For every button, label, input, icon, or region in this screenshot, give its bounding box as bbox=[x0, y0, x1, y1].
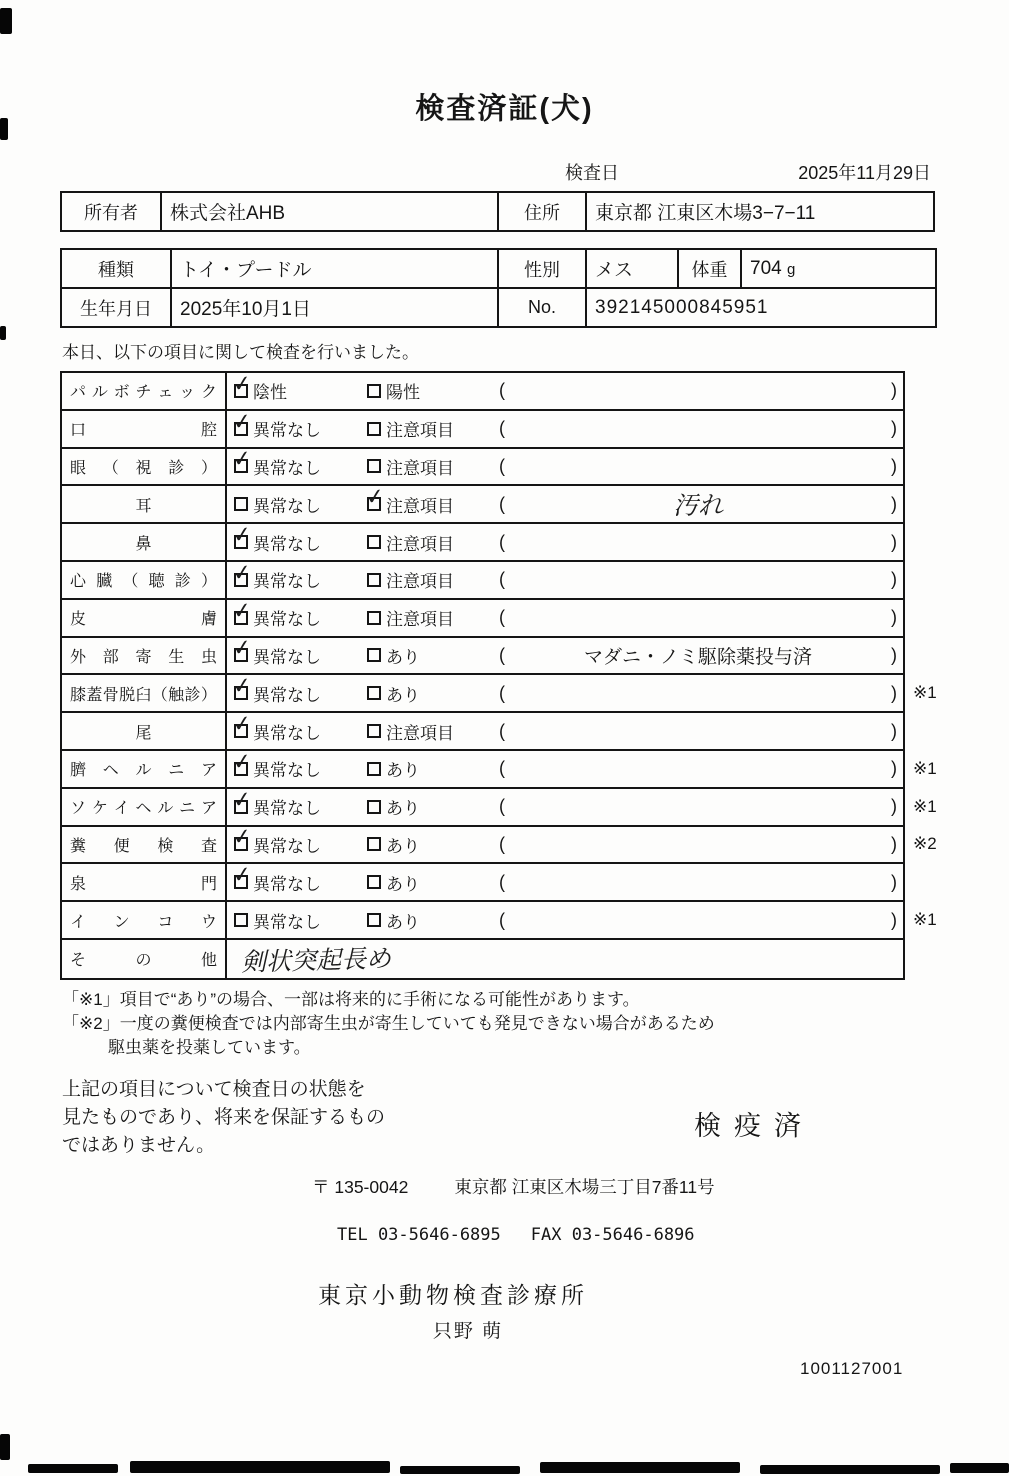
open-paren-icon: ( bbox=[499, 569, 505, 590]
exam-item-label: そ の 他 bbox=[62, 940, 227, 978]
disclaimer-row bbox=[62, 1076, 1009, 1160]
exam-option-1-label: 異常なし bbox=[253, 610, 321, 630]
footnote-mark: ※1 bbox=[913, 796, 937, 816]
checkbox-icon bbox=[367, 724, 381, 738]
exam-note-text: 汚れ bbox=[672, 491, 723, 521]
exam-option-2-label: あり bbox=[386, 761, 420, 781]
close-paren-icon: ) bbox=[891, 909, 897, 930]
checkbox-icon bbox=[367, 837, 381, 851]
exam-option-1-label: 異常なし bbox=[253, 421, 321, 441]
no-label: No. bbox=[498, 288, 586, 327]
exam-option-1 bbox=[227, 748, 365, 781]
exam-item-label: 外 部 寄 生 虫 bbox=[62, 638, 227, 674]
exam-option-1 bbox=[227, 559, 365, 592]
weight-label: 体重 bbox=[678, 249, 741, 288]
exam-option-1-label: 異常なし bbox=[253, 874, 321, 894]
exam-option-2 bbox=[365, 719, 493, 744]
close-paren-icon: ) bbox=[891, 796, 897, 817]
exam-option-2-label: 注意項目 bbox=[386, 610, 454, 630]
checkbox-icon bbox=[231, 446, 253, 474]
checkbox-icon bbox=[367, 762, 381, 776]
exam-note bbox=[493, 721, 903, 742]
exam-item-label: 尾 bbox=[62, 713, 227, 749]
footnote-mark: ※1 bbox=[913, 683, 937, 703]
close-paren-icon: ) bbox=[891, 758, 897, 779]
checkbox-icon bbox=[367, 875, 381, 889]
address-value: 東京都 江東区木場3−7−11 bbox=[586, 192, 934, 231]
scan-artifact bbox=[400, 1466, 520, 1474]
inspection-date-label: 検査日 bbox=[565, 163, 619, 183]
veterinarian-name: 只野 萌 bbox=[432, 1320, 504, 1342]
exam-row bbox=[62, 713, 903, 751]
exam-item-label: 眼 （ 視 診 ） bbox=[62, 449, 227, 485]
exam-row bbox=[62, 824, 937, 865]
exam-option-2-label: 注意項目 bbox=[386, 534, 454, 554]
exam-option-2-label: あり bbox=[386, 874, 420, 894]
open-paren-icon: ( bbox=[499, 833, 505, 854]
exam-option-2-label: あり bbox=[386, 912, 420, 932]
exam-item-label: 糞 便 検 査 bbox=[62, 827, 227, 863]
exam-option-2 bbox=[365, 643, 493, 668]
close-paren-icon: ) bbox=[891, 607, 897, 628]
no-value: 392145000845951 bbox=[586, 288, 936, 327]
exam-row bbox=[62, 864, 903, 902]
footnotes bbox=[62, 988, 1009, 1060]
exam-item-label: 膝 蓋 骨 脱 臼 （ 触 診 ） bbox=[62, 675, 227, 711]
exam-option-2-label: あり bbox=[386, 799, 420, 819]
weight-cell bbox=[741, 249, 936, 288]
exam-option-2 bbox=[365, 908, 493, 933]
pet-row-1 bbox=[61, 249, 936, 288]
exam-option-2-label: あり bbox=[386, 647, 420, 667]
footnote-1: 「※1」項目で“あり”の場合、一部は将来的に手術になる可能性があります。 bbox=[62, 989, 640, 1009]
exam-row bbox=[62, 559, 903, 600]
checkbox-icon bbox=[231, 522, 253, 549]
close-paren-icon: ) bbox=[891, 569, 897, 590]
serial-number: 1001127001 bbox=[800, 1358, 904, 1378]
owner-label: 所有者 bbox=[61, 192, 161, 231]
open-paren-icon: ( bbox=[499, 644, 505, 665]
clinic-postal-code: 〒 135-0042 bbox=[312, 1176, 409, 1197]
checkbox-icon bbox=[367, 459, 381, 473]
checkbox-icon bbox=[231, 370, 253, 398]
scan-artifact bbox=[0, 8, 12, 34]
checkbox-icon bbox=[234, 913, 248, 927]
exam-option-1 bbox=[227, 446, 365, 479]
exam-note bbox=[493, 910, 903, 931]
exam-item-label: ソ ケ イ ヘ ル ニ ア bbox=[62, 789, 227, 825]
exam-option-1-label: 異常なし bbox=[253, 723, 321, 743]
exam-option-2-label: 注意項目 bbox=[386, 572, 454, 592]
open-paren-icon: ( bbox=[499, 418, 505, 439]
exam-note bbox=[493, 418, 903, 439]
pet-row-2 bbox=[61, 288, 936, 327]
exam-option-2-label: 注意項目 bbox=[386, 458, 454, 478]
weight-value: 704 bbox=[750, 257, 782, 279]
exam-row bbox=[62, 524, 903, 562]
exam-option-2 bbox=[365, 605, 493, 630]
checkbox-icon bbox=[367, 535, 381, 549]
exam-note-handwritten: 剣状突起長め bbox=[240, 943, 392, 977]
clinic-tel: TEL 03-5646-6895 bbox=[337, 1224, 501, 1245]
checkbox-icon bbox=[231, 786, 253, 814]
check-mark-icon: ✓ bbox=[231, 711, 253, 738]
exam-option-1 bbox=[227, 824, 365, 857]
breed-label: 種類 bbox=[61, 249, 171, 288]
exam-option-2 bbox=[365, 756, 493, 781]
exam-option-1-label: 異常なし bbox=[253, 647, 321, 667]
open-paren-icon: ( bbox=[499, 380, 505, 401]
exam-option-1 bbox=[227, 908, 365, 933]
checkbox-icon bbox=[364, 484, 386, 512]
checkbox-icon bbox=[231, 408, 253, 436]
footnote-mark: ※2 bbox=[913, 834, 937, 854]
check-mark-icon: ✓ bbox=[231, 522, 253, 549]
scan-artifact bbox=[0, 118, 8, 140]
exam-note bbox=[493, 642, 903, 669]
checkbox-icon bbox=[367, 913, 381, 927]
exam-option-1 bbox=[227, 673, 365, 706]
close-paren-icon: ) bbox=[891, 418, 897, 439]
open-paren-icon: ( bbox=[499, 758, 505, 779]
scan-artifact bbox=[0, 326, 6, 340]
exam-row bbox=[62, 748, 937, 789]
open-paren-icon: ( bbox=[499, 493, 505, 514]
check-mark-icon: ✓ bbox=[231, 597, 253, 625]
close-paren-icon: ) bbox=[891, 833, 897, 854]
birth-label: 生年月日 bbox=[61, 288, 171, 327]
exam-item-label: 心 臓 （ 聴 診 ） bbox=[62, 562, 227, 598]
exam-option-1-label: 異常なし bbox=[253, 761, 321, 781]
checkbox-icon bbox=[231, 824, 253, 852]
exam-option-2 bbox=[365, 530, 493, 555]
inspection-date-value: 2025年11月29日 bbox=[798, 163, 931, 183]
exam-option-2 bbox=[365, 870, 493, 895]
exam-option-1-label: 異常なし bbox=[253, 534, 321, 554]
scan-artifact bbox=[130, 1461, 390, 1473]
check-mark-icon: ✓ bbox=[231, 559, 253, 587]
checkbox-icon bbox=[367, 611, 381, 625]
exam-option-1 bbox=[227, 370, 365, 403]
footnote-2-continued: 駆虫薬を投薬しています。 bbox=[108, 1037, 311, 1057]
exam-note bbox=[493, 532, 903, 553]
disclaimer-line-2: 見たものであり、将来を保証するもの bbox=[62, 1106, 386, 1128]
check-mark-icon: ✓ bbox=[231, 748, 253, 776]
exam-option-2 bbox=[365, 567, 493, 592]
checkbox-icon bbox=[234, 497, 248, 511]
exam-option-2 bbox=[365, 378, 493, 403]
exam-row bbox=[62, 486, 903, 524]
weight-value-wrap bbox=[750, 258, 927, 280]
exam-item-label: 耳 bbox=[62, 486, 227, 522]
exam-option-1-label: 異常なし bbox=[253, 912, 321, 932]
exam-note-text: マダニ・ノミ駆除薬投与済 bbox=[583, 646, 812, 668]
address-label: 住所 bbox=[498, 192, 586, 231]
checkbox-icon bbox=[231, 748, 253, 776]
scan-artifact bbox=[0, 1434, 10, 1460]
exam-item-label: イ ン コ ウ bbox=[62, 902, 227, 938]
footnote-mark: ※1 bbox=[913, 758, 937, 778]
exam-option-2 bbox=[365, 454, 493, 479]
clinic-fax: FAX 03-5646-6896 bbox=[530, 1224, 695, 1245]
breed-value: トイ・プードル bbox=[171, 249, 498, 288]
disclaimer bbox=[62, 1076, 482, 1160]
check-mark-icon: ✓ bbox=[231, 862, 253, 890]
open-paren-icon: ( bbox=[499, 871, 505, 892]
exam-row bbox=[62, 408, 903, 449]
check-mark-icon: ✓ bbox=[231, 446, 253, 474]
exam-option-1 bbox=[227, 522, 365, 555]
exam-option-1 bbox=[227, 635, 365, 668]
footnote-2: 「※2」一度の糞便検査では内部寄生虫が寄生していても発見できない場合があるため bbox=[62, 1013, 715, 1033]
exam-option-1-label: 異常なし bbox=[253, 458, 321, 478]
checkbox-icon bbox=[231, 635, 253, 663]
exam-row bbox=[62, 446, 903, 487]
birth-value: 2025年10月1日 bbox=[171, 288, 498, 327]
exam-note bbox=[493, 607, 903, 628]
exam-item-label: 鼻 bbox=[62, 524, 227, 560]
clinic-contact-line bbox=[337, 1225, 1009, 1245]
exam-item-label: 臍 ヘ ル ニ ア bbox=[62, 751, 227, 787]
disclaimer-line-1: 上記の項目について検査日の状態を bbox=[62, 1078, 366, 1100]
exam-note bbox=[493, 872, 903, 893]
exam-option-1-label: 異常なし bbox=[253, 799, 321, 819]
check-mark-icon: ✓ bbox=[231, 635, 253, 663]
exam-option-1 bbox=[227, 786, 365, 819]
exam-option-2-label: 注意項目 bbox=[386, 496, 454, 516]
close-paren-icon: ) bbox=[891, 682, 897, 703]
checkbox-icon bbox=[367, 573, 381, 587]
open-paren-icon: ( bbox=[499, 455, 505, 476]
exam-row bbox=[62, 635, 903, 676]
open-paren-icon: ( bbox=[499, 720, 505, 741]
open-paren-icon: ( bbox=[499, 682, 505, 703]
exam-option-2 bbox=[365, 681, 493, 706]
scan-artifact bbox=[760, 1465, 940, 1474]
scan-artifact bbox=[950, 1463, 1009, 1473]
close-paren-icon: ) bbox=[891, 455, 897, 476]
exam-note bbox=[493, 758, 903, 779]
close-paren-icon: ) bbox=[891, 720, 897, 741]
exam-row bbox=[62, 786, 937, 827]
intro-text: 本日、以下の項目に関して検査を行いました。 bbox=[62, 343, 419, 362]
exam-item-label: パ ル ボ チ ェ ッ ク bbox=[62, 373, 227, 409]
footnote-mark: ※1 bbox=[913, 910, 937, 930]
exam-note bbox=[493, 456, 903, 477]
check-mark-icon: ✓ bbox=[231, 408, 253, 436]
check-mark-icon: ✓ bbox=[231, 824, 253, 852]
inspection-date-row bbox=[565, 159, 931, 185]
clinic-address-line bbox=[312, 1174, 1009, 1199]
clinic-address: 東京都 江東区木場三丁目7番11号 bbox=[454, 1176, 715, 1197]
exam-item-label: 泉 門 bbox=[62, 864, 227, 900]
exam-option-1-label: 陰性 bbox=[253, 383, 287, 403]
exam-note bbox=[493, 486, 903, 522]
exam-note bbox=[493, 834, 903, 855]
checkbox-icon bbox=[231, 711, 253, 738]
owner-value: 株式会社AHB bbox=[161, 192, 498, 231]
exam-note bbox=[493, 683, 903, 704]
disclaimer-line-3: ではありません。 bbox=[62, 1134, 216, 1156]
exam-option-1 bbox=[227, 408, 365, 441]
exam-row bbox=[62, 902, 937, 940]
document-title: 検査済証(犬) bbox=[415, 93, 594, 125]
exam-row-other bbox=[62, 940, 903, 978]
close-paren-icon: ) bbox=[891, 871, 897, 892]
close-paren-icon: ) bbox=[891, 644, 897, 665]
pet-info-table bbox=[60, 248, 937, 328]
exam-option-2-label: 注意項目 bbox=[386, 421, 454, 441]
exam-option-2 bbox=[365, 794, 493, 819]
checkbox-icon bbox=[367, 686, 381, 700]
check-mark-icon: ✓ bbox=[364, 484, 386, 512]
exam-row bbox=[62, 370, 903, 411]
exam-note bbox=[493, 380, 903, 401]
exam-table bbox=[60, 370, 937, 980]
checkbox-icon bbox=[367, 384, 381, 398]
scan-artifact bbox=[28, 1464, 118, 1473]
exam-note bbox=[493, 569, 903, 590]
checkbox-icon bbox=[231, 862, 253, 890]
checkbox-icon bbox=[231, 597, 253, 625]
exam-option-2 bbox=[364, 484, 493, 517]
exam-option-1-label: 異常なし bbox=[253, 685, 321, 705]
close-paren-icon: ) bbox=[891, 531, 897, 552]
exam-option-1-label: 異常なし bbox=[253, 496, 321, 516]
check-mark-icon: ✓ bbox=[231, 786, 253, 814]
exam-option-1 bbox=[227, 711, 365, 744]
exam-option-1 bbox=[227, 597, 365, 630]
checkbox-icon bbox=[231, 559, 253, 587]
exam-item-label: 皮 膚 bbox=[62, 600, 227, 636]
exam-option-1 bbox=[227, 862, 365, 895]
open-paren-icon: ( bbox=[499, 796, 505, 817]
close-paren-icon: ) bbox=[891, 493, 897, 514]
exam-note bbox=[493, 796, 903, 817]
exam-option-2-label: あり bbox=[386, 685, 420, 705]
exam-row bbox=[62, 673, 937, 713]
checkbox-icon bbox=[367, 648, 381, 662]
open-paren-icon: ( bbox=[499, 909, 505, 930]
exam-option-1-label: 異常なし bbox=[253, 572, 321, 592]
owner-row bbox=[61, 192, 934, 231]
checkbox-icon bbox=[367, 422, 381, 436]
exam-option-2-label: 陽性 bbox=[386, 383, 420, 403]
check-mark-icon: ✓ bbox=[231, 673, 253, 701]
open-paren-icon: ( bbox=[499, 531, 505, 552]
exam-item-label: 口 腔 bbox=[62, 411, 227, 447]
exam-row bbox=[62, 597, 903, 638]
owner-table bbox=[60, 191, 935, 232]
open-paren-icon: ( bbox=[499, 607, 505, 628]
checkbox-icon bbox=[231, 673, 253, 701]
quarantine-stamp: 検疫済 bbox=[694, 1110, 814, 1141]
exam-option-2-label: あり bbox=[386, 836, 420, 856]
weight-unit: g bbox=[786, 260, 796, 278]
close-paren-icon: ) bbox=[891, 380, 897, 401]
sex-label: 性別 bbox=[498, 249, 586, 288]
exam-option-2 bbox=[365, 832, 493, 857]
exam-option-1 bbox=[227, 492, 365, 517]
exam-option-2 bbox=[365, 416, 493, 441]
exam-option-1-label: 異常なし bbox=[253, 836, 321, 856]
checkbox-icon bbox=[367, 800, 381, 814]
check-mark-icon: ✓ bbox=[231, 370, 253, 398]
sex-value: メス bbox=[586, 249, 678, 288]
clinic-name: 東京小動物検査診療所 bbox=[318, 1281, 588, 1308]
scan-artifact bbox=[540, 1462, 740, 1473]
exam-option-2-label: 注意項目 bbox=[386, 723, 454, 743]
